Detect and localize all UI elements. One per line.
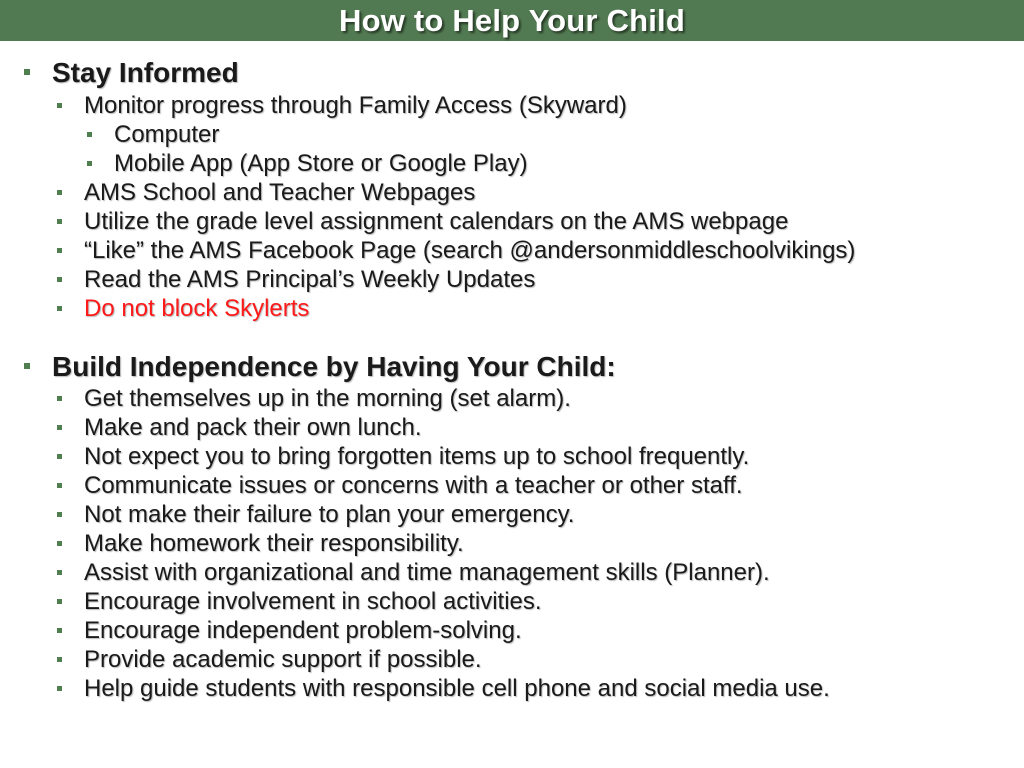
list-item-text: Make and pack their own lunch. xyxy=(84,414,422,441)
build-independence-heading-text: Build Independence by Having Your Child: xyxy=(52,351,616,382)
list-item xyxy=(84,616,522,645)
list-item-text: Monitor progress through Family Access (Skyward) xyxy=(84,92,627,119)
square-bullet-icon xyxy=(57,570,62,575)
list-item xyxy=(84,587,542,616)
list-item-text: “Like” the AMS Facebook Page (search @andersonmiddleschoolvikings) xyxy=(84,237,856,264)
stay-informed-heading-text: Stay Informed xyxy=(52,57,239,88)
square-bullet-icon xyxy=(57,454,62,459)
list-item-text: AMS School and Teacher Webpages xyxy=(84,179,476,206)
list-item-text: Make homework their responsibility. xyxy=(84,530,464,557)
list-item-text: Not make their failure to plan your emergency. xyxy=(84,501,575,528)
list-item-text: Provide academic support if possible. xyxy=(84,646,482,673)
square-bullet-icon xyxy=(57,599,62,604)
list-item xyxy=(84,674,830,703)
list-item xyxy=(84,384,571,413)
list-item xyxy=(84,558,770,587)
square-bullet-icon xyxy=(57,686,62,691)
list-item-family-access xyxy=(84,91,627,120)
build-independence-heading xyxy=(52,351,616,383)
list-item-text: Read the AMS Principal’s Weekly Updates xyxy=(84,266,536,293)
square-bullet-icon xyxy=(24,363,30,369)
square-bullet-icon xyxy=(24,69,30,75)
list-item xyxy=(84,645,482,674)
list-item xyxy=(84,529,464,558)
square-bullet-icon xyxy=(57,541,62,546)
square-bullet-icon xyxy=(57,190,62,195)
list-item-text: Utilize the grade level assignment calendars on the AMS webpage xyxy=(84,208,789,235)
list-item xyxy=(84,500,574,529)
square-bullet-icon xyxy=(87,161,92,166)
square-bullet-icon xyxy=(57,483,62,488)
slide-title: How to Help Your Child xyxy=(339,2,685,38)
list-item xyxy=(84,471,743,500)
square-bullet-icon xyxy=(57,306,62,311)
sub-item-text: Mobile App (App Store or Google Play) xyxy=(114,150,528,177)
list-item-text: Encourage independent problem-solving. xyxy=(84,617,522,644)
list-item xyxy=(84,413,422,442)
square-bullet-icon xyxy=(57,103,62,108)
square-bullet-icon xyxy=(57,628,62,633)
list-item-text: Encourage involvement in school activities. xyxy=(84,588,542,615)
list-item-webpages xyxy=(84,178,475,207)
square-bullet-icon xyxy=(57,512,62,517)
square-bullet-icon xyxy=(57,277,62,282)
list-item-text: Get themselves up in the morning (set alarm). xyxy=(84,385,571,412)
square-bullet-icon xyxy=(57,248,62,253)
list-item-text: Help guide students with responsible cell phone and social media use. xyxy=(84,675,830,702)
list-item-weekly-updates xyxy=(84,265,535,294)
list-item-skylerts xyxy=(84,294,309,323)
square-bullet-icon xyxy=(57,219,62,224)
list-item-text: Do not block Skylerts xyxy=(84,295,310,322)
square-bullet-icon xyxy=(57,425,62,430)
sub-item-computer xyxy=(114,120,219,149)
list-item-calendars xyxy=(84,207,788,236)
list-item-facebook xyxy=(84,236,855,265)
sub-item-text: Computer xyxy=(114,121,220,148)
sub-item-mobile-app xyxy=(114,149,528,178)
list-item xyxy=(84,442,749,471)
list-item-text: Communicate issues or concerns with a teacher or other staff. xyxy=(84,472,743,499)
square-bullet-icon xyxy=(57,657,62,662)
square-bullet-icon xyxy=(87,132,92,137)
square-bullet-icon xyxy=(57,396,62,401)
list-item-text: Not expect you to bring forgotten items up to school frequently. xyxy=(84,443,750,470)
stay-informed-heading xyxy=(52,57,239,89)
list-item-text: Assist with organizational and time management skills (Planner). xyxy=(84,559,770,586)
